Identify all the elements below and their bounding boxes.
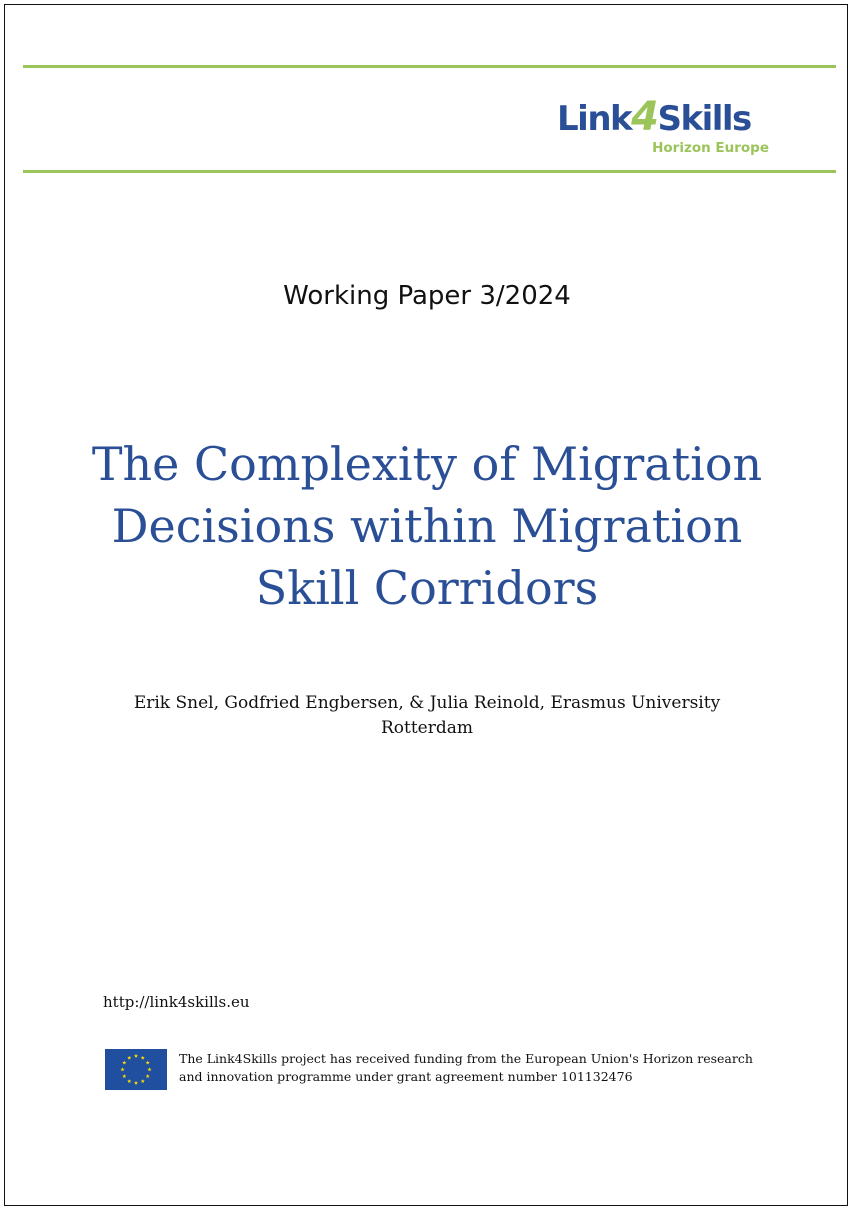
- authors: [105, 691, 749, 741]
- document-title: [45, 433, 809, 619]
- working-paper-number: Working Paper 3/2024: [283, 281, 571, 311]
- project-url[interactable]: http://link4skills.eu: [103, 993, 250, 1011]
- funding-line: The Link4Skills project has received funding from the European Union's Horizon research: [179, 1051, 753, 1066]
- document-page: [4, 4, 848, 1206]
- title-line: The Complexity of Migration: [91, 437, 763, 491]
- logo-prefix: Link: [557, 99, 632, 139]
- funding-statement: [179, 1050, 759, 1086]
- logo-digit: 4: [631, 94, 658, 140]
- authors-line: Erik Snel, Godfried Engbersen, & Julia Reinold, Erasmus University: [133, 693, 721, 713]
- bottom-green-rule: [23, 170, 836, 173]
- logo-wordmark: [557, 94, 751, 140]
- logo-suffix: Skills: [657, 99, 751, 139]
- funding-line: and innovation programme under grant agreement number 101132476: [179, 1069, 633, 1084]
- title-line: Decisions within Migration: [111, 499, 743, 553]
- authors-line: Rotterdam: [380, 718, 474, 738]
- top-green-rule: [23, 65, 836, 68]
- eu-flag-icon: [105, 1049, 167, 1090]
- title-line: Skill Corridors: [255, 561, 599, 615]
- link4skills-logo: [557, 94, 771, 159]
- logo-subtitle: Horizon Europe: [652, 140, 769, 156]
